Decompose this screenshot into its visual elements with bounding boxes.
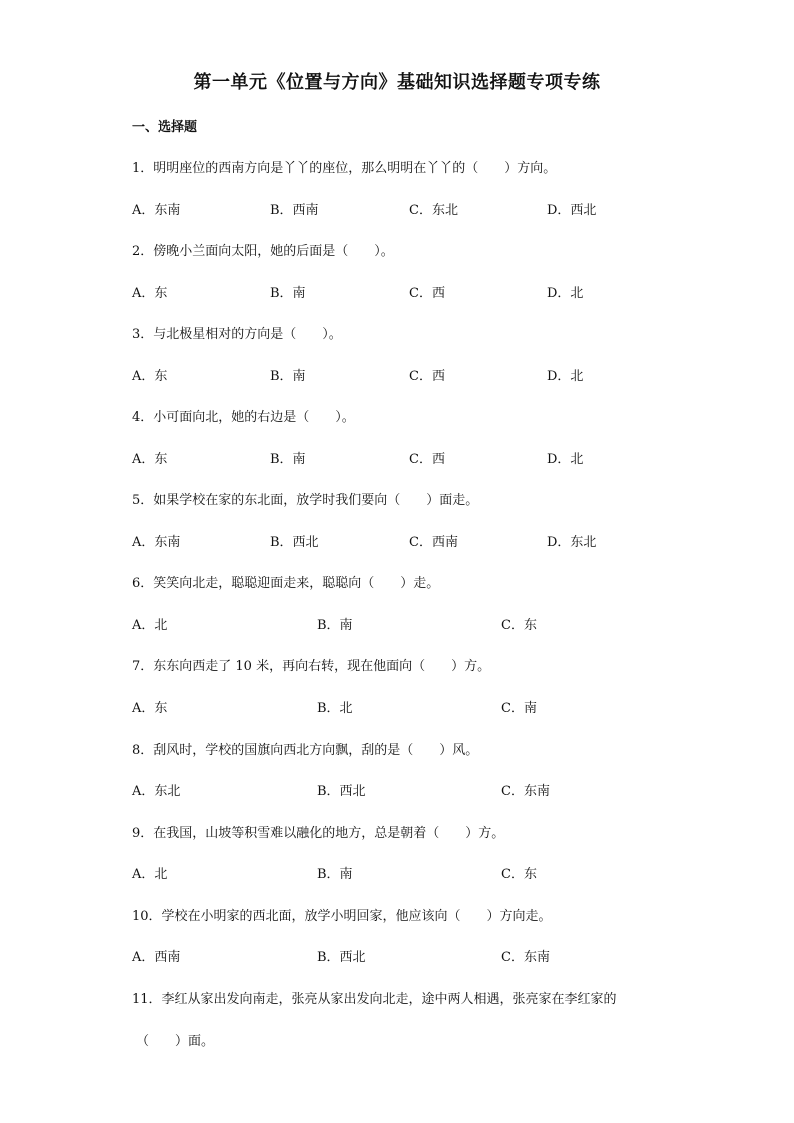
q10-option-b[interactable]: B．西北: [317, 950, 366, 965]
question-4: 4．小可面向北，她的右边是（ ）。: [132, 410, 355, 425]
q2-option-b[interactable]: B．南: [270, 286, 306, 301]
question-5: 5．如果学校在家的东北面，放学时我们要向（ ）面走。: [132, 493, 479, 508]
q8-option-c[interactable]: C．东南: [501, 784, 550, 799]
q8-option-a[interactable]: A．东北: [132, 784, 181, 799]
question-6: 6．笑笑向北走，聪聪迎面走来，聪聪向（ ）走。: [132, 576, 440, 591]
q6-option-c[interactable]: C．东: [501, 618, 537, 633]
q9-option-b[interactable]: B．南: [317, 867, 353, 882]
q6-option-b[interactable]: B．南: [317, 618, 353, 633]
q7-option-b[interactable]: B．北: [317, 701, 353, 716]
question-1: 1．明明座位的西南方向是丫丫的座位，那么明明在丫丫的（ ）方向。: [132, 161, 557, 176]
q1-option-b[interactable]: B．西南: [270, 203, 319, 218]
question-2: 2．傍晚小兰面向太阳，她的后面是（ ）。: [132, 244, 394, 259]
q1-option-d[interactable]: D．西北: [547, 203, 597, 218]
q7-option-c[interactable]: C．南: [501, 701, 537, 716]
page-title: 第一单元《位置与方向》基础知识选择题专项专练: [193, 72, 601, 93]
q10-option-a[interactable]: A．西南: [132, 950, 181, 965]
q1-option-a[interactable]: A．东南: [132, 203, 181, 218]
q3-option-b[interactable]: B．南: [270, 369, 306, 384]
q4-option-a[interactable]: A．东: [132, 452, 168, 467]
q9-option-c[interactable]: C．东: [501, 867, 537, 882]
q6-option-a[interactable]: A．北: [132, 618, 168, 633]
section-heading: 一、选择题: [132, 120, 198, 135]
q4-option-b[interactable]: B．南: [270, 452, 306, 467]
question-11-line-1: 11．李红从家出发向南走，张亮从家出发向北走，途中两人相遇，张亮家在李红家的: [132, 992, 617, 1007]
q3-option-a[interactable]: A．东: [132, 369, 168, 384]
q9-option-a[interactable]: A．北: [132, 867, 168, 882]
q1-option-c[interactable]: C．东北: [409, 203, 458, 218]
question-7: 7．东东向西走了 10 米，再向右转，现在他面向（ ）方。: [132, 659, 491, 674]
question-3: 3．与北极星相对的方向是（ ）。: [132, 327, 342, 342]
q7-option-a[interactable]: A．东: [132, 701, 168, 716]
q3-option-c[interactable]: C．西: [409, 369, 445, 384]
q10-option-c[interactable]: C．东南: [501, 950, 550, 965]
question-9: 9．在我国，山坡等积雪难以融化的地方，总是朝着（ ）方。: [132, 826, 505, 841]
q2-option-c[interactable]: C．西: [409, 286, 445, 301]
q5-option-a[interactable]: A．东南: [132, 535, 181, 550]
q8-option-b[interactable]: B．西北: [317, 784, 366, 799]
q5-option-b[interactable]: B．西北: [270, 535, 319, 550]
question-10: 10．学校在小明家的西北面，放学小明回家，他应该向（ ）方向走。: [132, 909, 552, 924]
q2-option-a[interactable]: A．东: [132, 286, 168, 301]
q5-option-c[interactable]: C．西南: [409, 535, 458, 550]
question-8: 8．刮风时，学校的国旗向西北方向飘，刮的是（ ）风。: [132, 743, 479, 758]
q3-option-d[interactable]: D．北: [547, 369, 584, 384]
q5-option-d[interactable]: D．东北: [547, 535, 597, 550]
q2-option-d[interactable]: D．北: [547, 286, 584, 301]
question-11-line-2: （ ）面。: [136, 1034, 215, 1049]
q4-option-c[interactable]: C．西: [409, 452, 445, 467]
q4-option-d[interactable]: D．北: [547, 452, 584, 467]
